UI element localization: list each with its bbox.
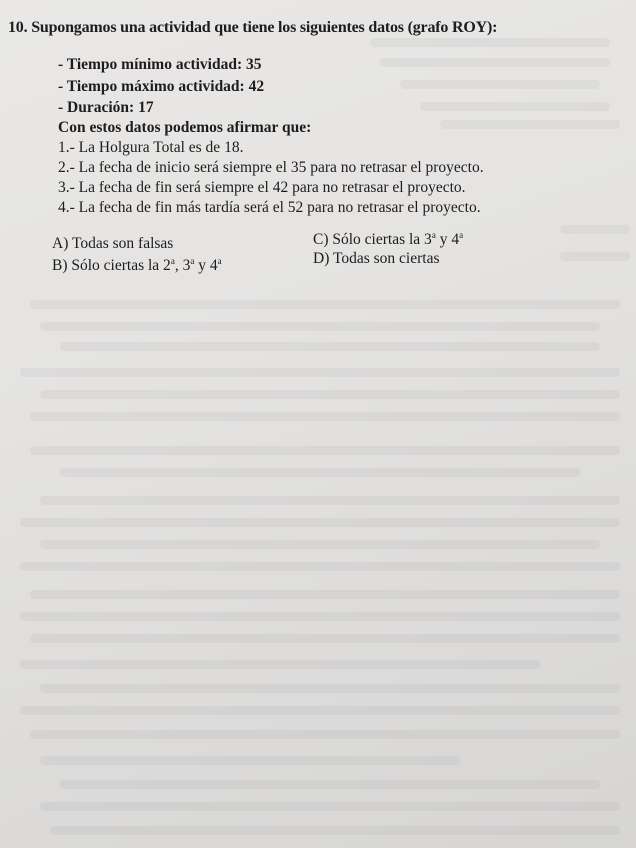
- statement-1: 1.- La Holgura Total es de 18.: [58, 139, 244, 156]
- option-c-sup-1: a: [431, 230, 436, 240]
- option-b-sup-1: a: [170, 256, 175, 266]
- option-b-sup-3: a: [217, 256, 222, 266]
- option-b-text-3: y 4: [194, 257, 218, 274]
- statement-4: 4.- La fecha de fin más tardía será el 52 para no retrasar el proyecto.: [58, 199, 481, 216]
- data-item-max-time: - Tiempo máximo actividad: 42: [58, 78, 265, 95]
- option-b-sup-2: a: [190, 256, 195, 266]
- data-item-duration: - Duración: 17: [58, 99, 154, 116]
- question-title: 10. Supongamos una actividad que tiene los siguientes datos (grafo ROY):: [8, 19, 498, 36]
- option-c-text-2: y 4: [435, 231, 460, 248]
- option-c-sup-2: a: [459, 230, 464, 240]
- data-item-min-time: - Tiempo mínimo actividad: 35: [58, 56, 262, 73]
- option-b: [52, 257, 222, 275]
- statement-2: 2.- La fecha de inicio será siempre el 35 para no retrasar el proyecto.: [58, 159, 484, 176]
- option-b-text-1: B) Sólo ciertas la 2: [52, 257, 171, 274]
- statement-3: 3.- La fecha de fin será siempre el 42 para no retrasar el proyecto.: [58, 179, 466, 196]
- option-b-text-2: , 3: [174, 257, 191, 274]
- option-c-text-1: C) Sólo ciertas la 3: [313, 231, 432, 248]
- option-d: D) Todas son ciertas: [313, 250, 440, 267]
- option-c: [313, 231, 463, 249]
- question-prompt: Con estos datos podemos afirmar que:: [58, 119, 312, 136]
- option-a: A) Todas son falsas: [52, 235, 174, 252]
